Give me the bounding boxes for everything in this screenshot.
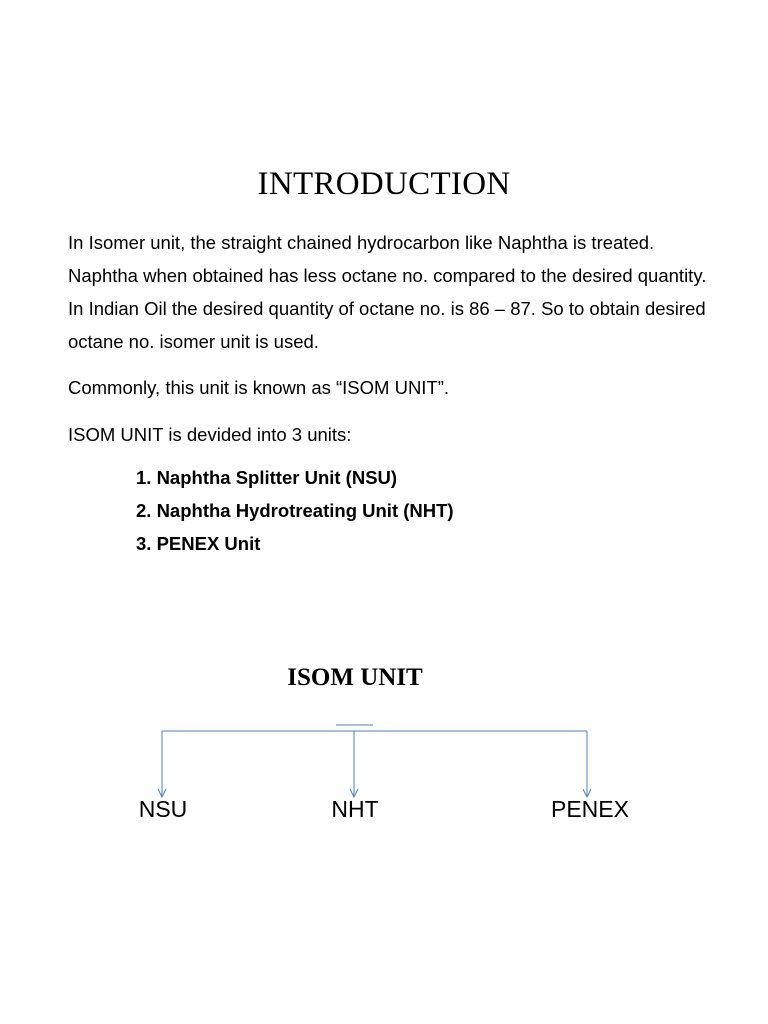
diagram-root-label: ISOM UNIT	[287, 664, 423, 691]
list-item-penex: 3. PENEX Unit	[136, 533, 261, 554]
page-title: INTRODUCTION	[257, 166, 511, 202]
intro-paragraph: In Isomer unit, the straight chained hydrocarbon like Naphtha is treated. Naphtha when obtained has less octane no. compared to the desired quantity. In Indian Oil the desired quantity of octane no. is 86 – 87. So to obtain desired octane no. isomer unit is used.	[68, 232, 707, 352]
common-name-paragraph: Commonly, this unit is known as “ISOM UNIT”.	[68, 377, 450, 398]
node-nsu: NSU	[138, 796, 188, 822]
list-item-nht: 2. Naphtha Hydrotreating Unit (NHT)	[136, 500, 454, 521]
node-nht: NHT	[331, 796, 379, 822]
connector-lines	[158, 725, 591, 797]
list-item-nsu: 1. Naphtha Splitter Unit (NSU)	[136, 467, 398, 488]
units-intro-paragraph: ISOM UNIT is devided into 3 units:	[68, 424, 352, 445]
node-penex: PENEX	[551, 796, 629, 822]
